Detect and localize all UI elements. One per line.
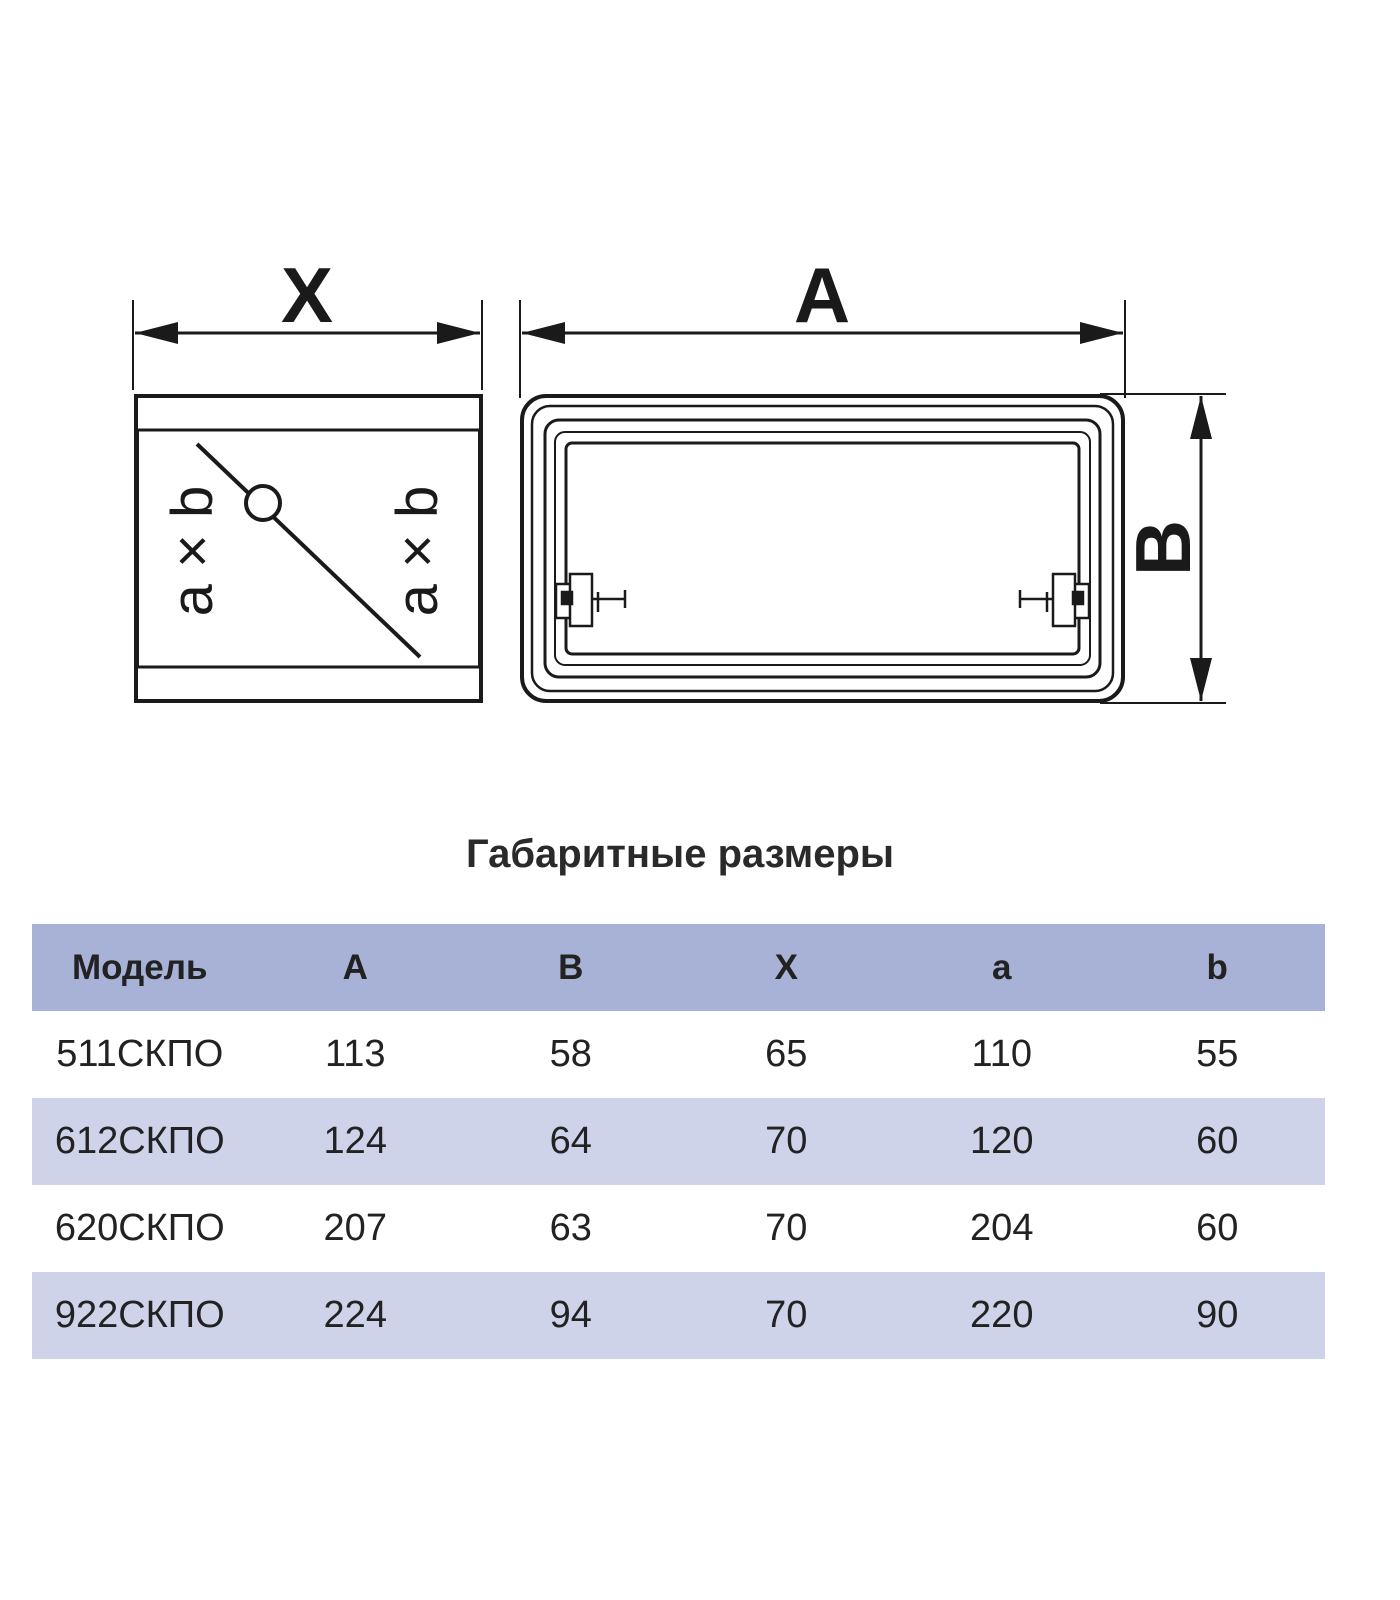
header-x: X <box>679 924 895 1011</box>
cell-a: 224 <box>248 1272 464 1359</box>
cell-b-small: 55 <box>1196 1033 1239 1075</box>
cell-model: 511СКПО <box>56 1033 224 1075</box>
section-label-left: a × b <box>160 485 225 617</box>
cell-a-small: 220 <box>894 1272 1110 1359</box>
cell-x: 70 <box>765 1207 808 1249</box>
table-title: Габаритные размеры <box>465 832 895 876</box>
cell-a-small: 110 <box>971 1033 1033 1075</box>
cell-a-small: 204 <box>970 1207 1034 1249</box>
dim-label-a: A <box>793 251 851 339</box>
cell-a-small: 120 <box>894 1098 1110 1185</box>
cell-b: 64 <box>463 1098 679 1185</box>
table-row <box>32 1185 1325 1272</box>
cell-b: 63 <box>549 1207 592 1249</box>
arrow-left-icon <box>135 322 178 344</box>
table-row <box>32 1098 1325 1185</box>
arrow-right-icon <box>1080 322 1123 344</box>
cell-b-small: 60 <box>1110 1098 1326 1185</box>
inner-opening <box>566 443 1079 654</box>
arrow-up-icon <box>1190 396 1212 439</box>
cell-a: 113 <box>324 1033 386 1075</box>
dim-label-b: B <box>1119 519 1207 577</box>
cell-model: 922СКПО <box>32 1272 248 1359</box>
arrow-down-icon <box>1190 658 1212 701</box>
header-b-small: b <box>1110 924 1326 1011</box>
cell-model: 620СКПО <box>54 1207 225 1249</box>
front-view <box>520 300 1226 703</box>
dimension-drawing <box>0 0 1400 780</box>
damper-axis-icon <box>246 486 280 520</box>
section-label-right: a × b <box>385 485 450 617</box>
cell-a: 207 <box>323 1207 387 1249</box>
cell-b-small: 60 <box>1196 1207 1239 1249</box>
table-row <box>32 1272 1325 1359</box>
header-a-small: a <box>894 924 1110 1011</box>
header-b: B <box>463 924 679 1011</box>
cell-b: 58 <box>549 1033 592 1075</box>
arrow-left-icon <box>522 322 565 344</box>
dimensions-table <box>32 924 1325 1359</box>
arrow-right-icon <box>437 322 480 344</box>
cell-a: 124 <box>248 1098 464 1185</box>
table-row <box>32 1011 1325 1098</box>
cell-x: 65 <box>765 1033 808 1075</box>
cell-b-small: 90 <box>1110 1272 1326 1359</box>
cell-x: 70 <box>679 1098 895 1185</box>
dim-label-x: X <box>280 251 334 339</box>
cell-x: 70 <box>679 1272 895 1359</box>
table-header-row <box>32 924 1325 1011</box>
header-a: A <box>248 924 464 1011</box>
cell-b: 94 <box>463 1272 679 1359</box>
cell-model: 612СКПО <box>32 1098 248 1185</box>
header-model: Модель <box>32 924 248 1011</box>
